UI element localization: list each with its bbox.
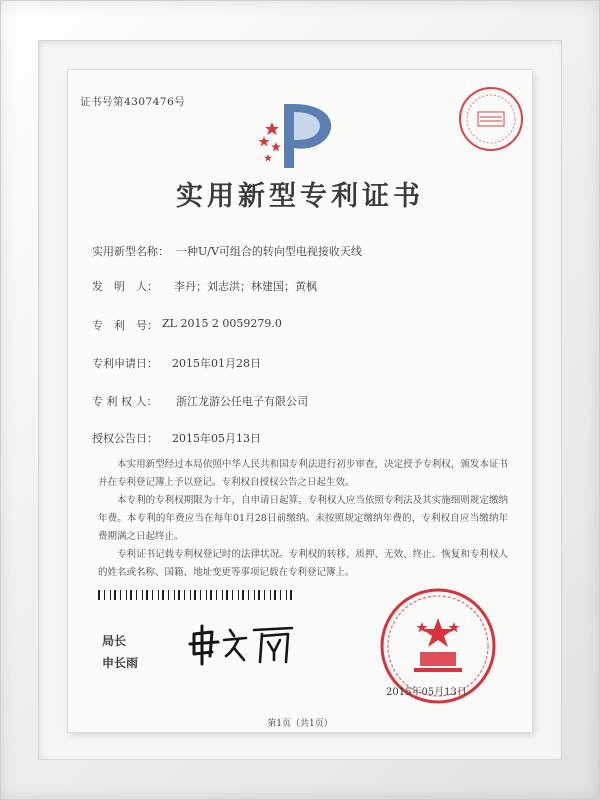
body-paragraph: 本专利的专利权期限为十年，自申请日起算。专利权人应当依照专利法及其实施细则规定缴纳年费。本专利的年费应当在每年01月28日前缴纳。未按照规定缴纳年费的，专利权自应当缴纳年费期满之日起终止。 [98, 495, 508, 542]
field-value-inventors: 李丹；刘志洪；林建国；黄枫 [174, 280, 317, 293]
barcode-bar [258, 590, 260, 600]
barcode-bar [114, 590, 116, 600]
barcode-bar [200, 590, 201, 600]
field-label-grant-date: 授权公告日： [92, 432, 158, 445]
patent-office-emblem [254, 98, 344, 170]
body-paragraph: 专利证书记载专利权登记时的法律状况。专利权的转移、质押、无效、终止、恢复和专利权人的姓名或名称、国籍、地址变更等事项记载在专利登记簿上。 [98, 549, 508, 578]
field-label-patentee: 专 利 权 人： [92, 395, 158, 408]
barcode-bar [222, 590, 223, 600]
barcode-bar [130, 590, 132, 600]
field-value-filing-date: 2015年01月28日 [172, 357, 261, 370]
field-value-utility-model-name: 一种U/V可组合的转向型电视接收天线 [176, 245, 362, 258]
barcode [98, 590, 294, 600]
field-label-patent-number: 专 利 号： [92, 319, 158, 332]
barcode-bar [248, 590, 249, 600]
certificate-number: 证书号第4307476号 [80, 96, 186, 108]
barcode-bar [242, 590, 244, 600]
barcode-bar [206, 590, 207, 600]
barcode-bar [280, 590, 281, 600]
seal-date: 2015年05月13日 [386, 687, 467, 698]
barcode-bar [174, 590, 175, 600]
barcode-bar [136, 590, 137, 600]
barcode-bar [184, 590, 185, 600]
barcode-bar [120, 590, 121, 600]
field-value-patentee: 浙江龙游公任电子有限公司 [176, 395, 308, 408]
field-value-patent-number: ZL 2015 2 0059279.0 [162, 317, 282, 330]
barcode-bar [142, 590, 143, 600]
barcode-bar [104, 590, 105, 600]
barcode-bar [178, 590, 180, 600]
field-label-utility-model-name: 实用新型名称： [92, 245, 169, 258]
barcode-bar [238, 590, 239, 600]
director-label: 局长 [102, 634, 127, 648]
barcode-bar [98, 590, 100, 600]
barcode-bar [232, 590, 233, 600]
barcode-bar [162, 590, 164, 600]
director-signature [188, 622, 298, 666]
barcode-bar [216, 590, 217, 600]
barcode-bar [270, 590, 271, 600]
certificate-paper [68, 70, 532, 732]
field-label-inventors: 发 明 人： [92, 280, 158, 293]
barcode-bar [194, 590, 196, 600]
barcode-bar [226, 590, 228, 600]
barcode-bar [190, 590, 191, 600]
barcode-bar [126, 590, 127, 600]
barcode-bar [210, 590, 212, 600]
certificate-title: 实用新型专利证书 [176, 181, 424, 212]
barcode-bar [274, 590, 276, 600]
barcode-bar [168, 590, 169, 600]
barcode-bar [146, 590, 148, 600]
barcode-bar [264, 590, 265, 600]
barcode-bar [290, 590, 292, 600]
director-name: 申长雨 [102, 656, 139, 670]
body-paragraph: 本实用新型经过本局依照中华人民共和国专利法进行初步审查，决定授予专利权，颁发本证书并在专利登记簿上予以登记。专利权自授权公告之日起生效。 [98, 459, 508, 488]
field-label-filing-date: 专利申请日： [92, 357, 158, 370]
official-stamp-small [456, 84, 526, 154]
barcode-bar [152, 590, 153, 600]
barcode-bar [286, 590, 287, 600]
field-value-grant-date: 2015年05月13日 [172, 432, 261, 445]
page-number: 第1页（共1页） [267, 719, 333, 729]
barcode-bar [110, 590, 111, 600]
barcode-bar [254, 590, 255, 600]
certificate-body [98, 456, 508, 582]
barcode-bar [158, 590, 159, 600]
